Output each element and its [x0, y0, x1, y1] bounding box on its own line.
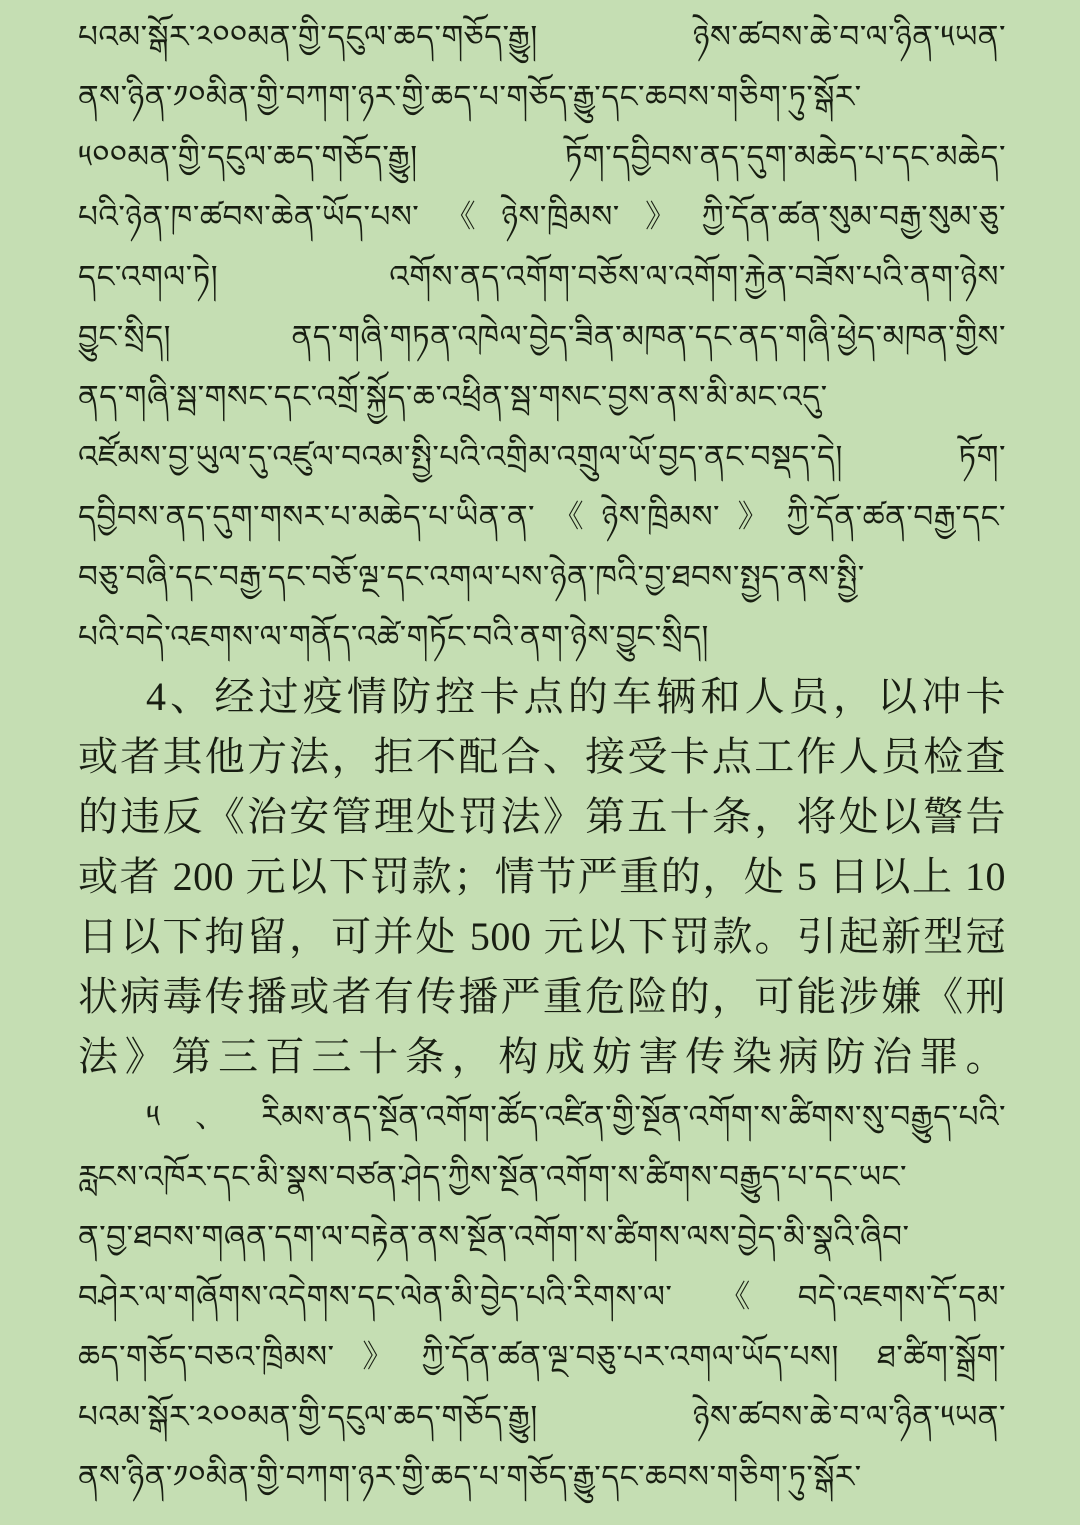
tibetan-text-line: ནད་གཞི་སྦ་གསང་དང་འགྲོ་སྐྱོད་ཆ་འཕྲིན་སྦ་གསང་བྱས་ནས་མི་མང་འདུ་: [78, 379, 828, 415]
tibetan-text-line: ནས་ཉིན་༡༠མིན་གྱི་བཀག་ཉར་གྱི་ཆད་པ་གཅོད་རྒྱུ་དང་ཆབས་གཅིག་ཏུ་སྒོར་: [78, 1459, 862, 1495]
chinese-text-line: 4、经过疫情防控卡点的车辆和人员，以冲卡: [146, 674, 1006, 719]
tibetan-text-line: འཛོམས་བྱ་ཡུལ་དུ་འཛུལ་བའམ་སྤྱི་པའི་འགྲིམ་འགྲུལ་ཡོ་བྱད་ནང་བསྡད་དེ། ཏོག་: [78, 439, 1006, 475]
chinese-text-line: 法》第三百三十条，构成妨害传染病防治罪。: [78, 1034, 1006, 1079]
tibetan-text-line: བཤེར་ལ་གཞོགས་འདེགས་དང་ལེན་མི་བྱེད་པའི་རིགས་ལ་《བདེ་འཇགས་དོ་དམ་: [78, 1279, 1006, 1315]
tibetan-text-line: ༥、རིམས་ནད་སྔོན་འགོག་ཚོད་འཛིན་གྱི་སྔོན་འགོག་ས་ཚིགས་སུ་བརྒྱུད་པའི་: [146, 1099, 1006, 1135]
chinese-text-line: 状病毒传播或者有传播严重危险的，可能涉嫌《刑: [78, 974, 1006, 1019]
tibetan-text-line: ༥༠༠མན་གྱི་དངུལ་ཆད་གཅོད་རྒྱུ། ཏོག་དབྱིབས་ནད་དུག་མཆེད་པ་དང་མཆེད་: [78, 139, 1006, 175]
tibetan-text-line: ནས་ཉིན་༡༠མིན་གྱི་བཀག་ཉར་གྱི་ཆད་པ་གཅོད་རྒྱུ་དང་ཆབས་གཅིག་ཏུ་སྒོར་: [78, 79, 862, 115]
tibetan-text-line: པའམ་སྒོར་༢༠༠མན་གྱི་དངུལ་ཆད་གཅོད་རྒྱུ། ཉེས་ཚབས་ཆེ་བ་ལ་ཉིན་༥ཡན་: [78, 1399, 1006, 1435]
tibetan-text-line: པའམ་སྒོར་༢༠༠མན་གྱི་དངུལ་ཆད་གཅོད་རྒྱུ། ཉེས་ཚབས་ཆེ་བ་ལ་ཉིན་༥ཡན་: [78, 19, 1006, 55]
chinese-text-line: 或者其他方法，拒不配合、接受卡点工作人员检查: [78, 734, 1006, 779]
tibetan-text-line: རླངས་འཁོར་དང་མི་སྣས་བཙན་ཤེད་ཀྱིས་སྔོན་འགོག་ས་ཚིགས་བརྒྱུད་པ་དང་ཡང་: [78, 1159, 907, 1195]
tibetan-text-line: ན་བྱ་ཐབས་གཞན་དག་ལ་བརྟེན་ནས་སྔོན་འགོག་ས་ཚིགས་ལས་བྱེད་མི་སྣའི་ཞིབ་: [78, 1219, 910, 1255]
tibetan-text-line: པའི་ཉེན་ཁ་ཚབས་ཆེན་ཡོད་པས་《ཉེས་ཁྲིམས་》ཀྱི་དོན་ཚན་སུམ་བརྒྱ་སུམ་ཅུ་: [78, 199, 1006, 235]
chinese-text-line: 日以下拘留，可并处 500 元以下罚款。引起新型冠: [78, 914, 1006, 959]
tibetan-paragraph-top: [78, 7, 1006, 667]
tibetan-text-line: པའི་བདེ་འཇགས་ལ་གནོད་འཚེ་གཏོང་བའི་ནག་ཉེས་བྱུང་སྲིད།: [78, 619, 709, 655]
chinese-text-line: 的违反《治安管理处罚法》第五十条，将处以警告: [78, 794, 1006, 839]
tibetan-paragraph-5: [78, 1087, 1006, 1507]
tibetan-text-line: དང་འགལ་ཏེ། འགོས་ནད་འགོག་བཅོས་ལ་འགོག་རྐྱེན་བཟོས་པའི་ནག་ཉེས་: [78, 259, 1006, 295]
tibetan-text-line: ཆད་གཅོད་བཅའ་ཁྲིམས་》ཀྱི་དོན་ཚན་ལྔ་བཅུ་པར་འགལ་ཡོད་པས། ཐ་ཚིག་སྒྲོག་: [78, 1339, 1006, 1375]
tibetan-text-line: དབྱིབས་ནད་དུག་གསར་པ་མཆེད་པ་ཡིན་ན་《ཉེས་ཁྲིམས་》ཀྱི་དོན་ཚན་བརྒྱ་དང་: [78, 499, 1006, 535]
chinese-text-line: 或者 200 元以下罚款；情节严重的，处 5 日以上 10: [78, 854, 1006, 899]
tibetan-text-line: བྱུང་སྲིད། ནད་གཞི་གཏན་འཁེལ་བྱེད་ཟིན་མཁན་དང་ནད་གཞི་ཕྱེད་མཁན་གྱིས་: [78, 319, 1006, 355]
chinese-paragraph-4: [78, 667, 1006, 1087]
tibetan-text-line: བཅུ་བཞི་དང་བརྒྱ་དང་བཅོ་ལྔ་དང་འགལ་པས་ཉེན་ཁའི་བྱ་ཐབས་སྤྱད་ནས་སྤྱི་: [78, 559, 865, 595]
